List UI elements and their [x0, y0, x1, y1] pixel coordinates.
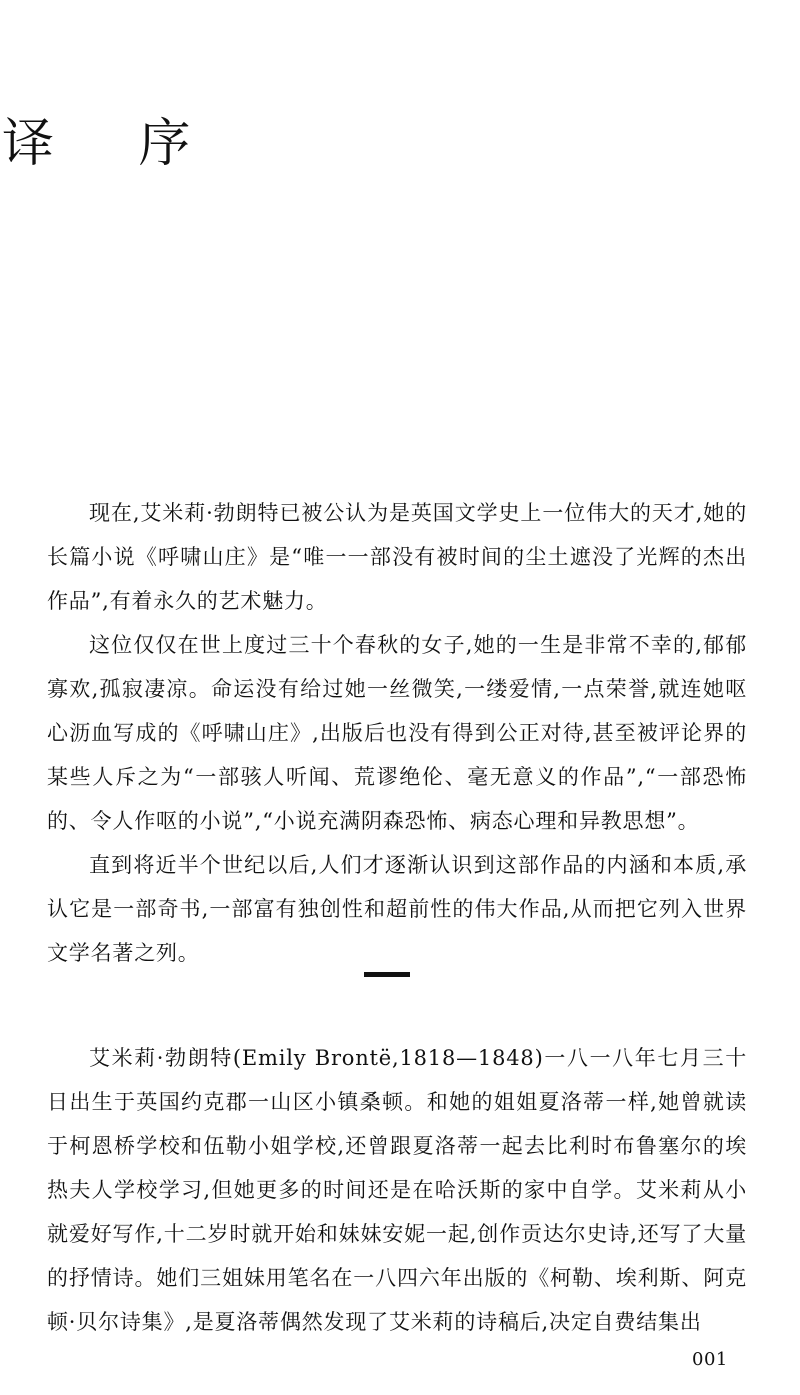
section-one-mark — [364, 972, 410, 977]
section-one-paragraph: 艾米莉·勃朗特(Emily Brontë,1818—1848)一八一八年七月三十日出生于英国约克郡一山区小镇桑顿。和她的姐姐夏洛蒂一样,她曾就读于柯恩桥学校和伍勒小姐学校,还曾跟夏洛蒂一起去比利时布鲁塞尔的埃热夫人学校学习,但她更多的时间还是在哈沃斯的家中自学。艾米莉从小就爱好写作,十二岁时就开始和妹妹安妮一起,创作贡达尔史诗,还写了大量的抒情诗。她们三姐妹用笔名在一八四六年出版的《柯勒、埃利斯、阿克顿·贝尔诗集》,是夏洛蒂偶然发现了艾米莉的诗稿后,决定自费结集出 — [47, 1046, 747, 1334]
intro-text-block — [47, 491, 747, 975]
page-title: 译 序 — [2, 114, 225, 174]
page-number: 001 — [692, 1349, 728, 1370]
intro-paragraph-2: 这位仅仅在世上度过三十个春秋的女子,她的一生是非常不幸的,郁郁寡欢,孤寂凄凉。命运没有给过她一丝微笑,一缕爱情,一点荣誉,就连她呕心沥血写成的《呼啸山庄》,出版后也没有得到公正对待,甚至被评论界的某些人斥之为“一部骇人听闻、荒谬绝伦、毫无意义的作品”,“一部恐怖的、令人作呕的小说”,“小说充满阴森恐怖、病态心理和异教思想”。 — [47, 633, 747, 833]
intro-paragraph-3: 直到将近半个世纪以后,人们才逐渐认识到这部作品的内涵和本质,承认它是一部奇书,一部富有独创性和超前性的伟大作品,从而把它列入世界文学名著之列。 — [47, 853, 747, 965]
section-one-text-block — [47, 1036, 747, 1344]
intro-paragraph-1: 现在,艾米莉·勃朗特已被公认为是英国文学史上一位伟大的天才,她的长篇小说《呼啸山庄》是“唯一一部没有被时间的尘土遮没了光辉的杰出作品”,有着永久的艺术魅力。 — [47, 501, 747, 613]
